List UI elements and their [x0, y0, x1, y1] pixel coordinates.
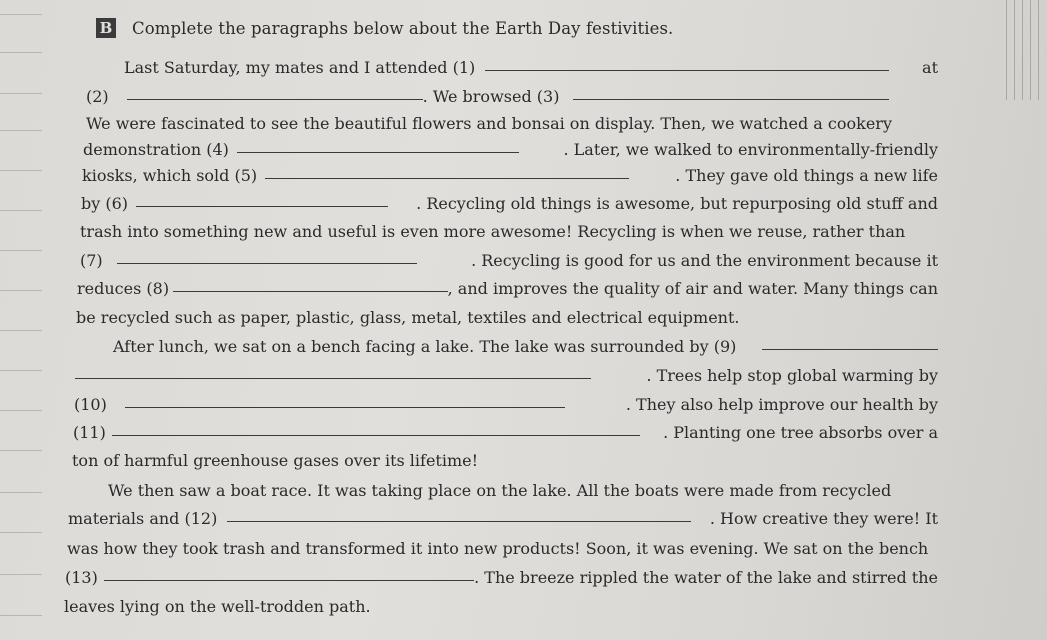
- binding-line: [1030, 0, 1031, 100]
- margin-rule: [0, 532, 42, 533]
- text-line: [72, 451, 938, 470]
- answer-blank-12[interactable]: [227, 520, 691, 522]
- answer-blank-9[interactable]: [762, 348, 938, 350]
- text-segment: reduces (8): [77, 279, 170, 298]
- text-segment: . Planting one tree absorbs over a: [663, 423, 938, 442]
- text-line: [75, 366, 938, 385]
- text-segment: (10): [74, 395, 107, 414]
- text-line: [124, 58, 938, 77]
- text-segment: , and improves the quality of air and water. Many things can: [447, 279, 938, 298]
- margin-rule: [0, 250, 42, 251]
- margin-rule: [0, 93, 42, 94]
- margin-rule: [0, 492, 42, 493]
- text-segment: at: [922, 58, 938, 77]
- margin-rule: [0, 330, 42, 331]
- text-segment: . Recycling old things is awesome, but repurposing old stuff and: [416, 194, 938, 213]
- text-line: [65, 568, 938, 587]
- answer-blank-11[interactable]: [112, 434, 640, 436]
- text-line: [73, 423, 938, 442]
- text-line: [82, 166, 938, 185]
- margin-rule: [0, 574, 42, 575]
- text-segment: (13): [65, 568, 98, 587]
- text-segment: leaves lying on the well-trodden path.: [64, 597, 371, 616]
- answer-blank-10[interactable]: [125, 406, 565, 408]
- text-segment: . We browsed (3): [422, 87, 560, 106]
- answer-blank-6[interactable]: [136, 205, 388, 207]
- text-line: [80, 222, 938, 241]
- text-segment: be recycled such as paper, plastic, glass, metal, textiles and electrical equipment.: [76, 308, 740, 327]
- margin-rule: [0, 410, 42, 411]
- text-segment: . Trees help stop global warming by: [646, 366, 938, 385]
- text-segment: After lunch, we sat on a bench facing a lake. The lake was surrounded by (9): [113, 337, 737, 356]
- text-segment: (7): [80, 251, 103, 270]
- text-segment: . They gave old things a new life: [675, 166, 938, 185]
- text-line: [108, 481, 938, 500]
- text-line: [74, 395, 938, 414]
- text-segment: demonstration (4): [83, 140, 229, 159]
- binding-line: [1038, 0, 1039, 100]
- binding-line: [1006, 0, 1007, 100]
- text-line: [81, 194, 938, 213]
- answer-blank-5[interactable]: [265, 177, 629, 179]
- section-heading: [96, 18, 673, 38]
- answer-blank-13[interactable]: [104, 579, 474, 581]
- answer-blank-3[interactable]: [573, 98, 889, 100]
- margin-rule: [0, 170, 42, 171]
- margin-rule: [0, 290, 42, 291]
- margin-rule: [0, 52, 42, 53]
- text-line: [86, 114, 938, 133]
- text-segment: . The breeze rippled the water of the lake and stirred the: [474, 568, 938, 587]
- answer-blank-8[interactable]: [173, 290, 448, 292]
- text-line: [80, 251, 938, 270]
- text-line: [64, 597, 938, 616]
- text-line: [77, 279, 938, 298]
- answer-blank-2[interactable]: [127, 98, 423, 100]
- text-segment: kiosks, which sold (5): [82, 166, 258, 185]
- text-line: [68, 509, 938, 528]
- margin-rule: [0, 370, 42, 371]
- text-segment: . Recycling is good for us and the environment because it: [471, 251, 938, 270]
- text-line: [76, 308, 938, 327]
- instruction-text: Complete the paragraphs below about the Earth Day festivities.: [132, 18, 674, 38]
- margin-rule: [0, 14, 42, 15]
- answer-blank-4[interactable]: [237, 151, 519, 153]
- text-segment: ton of harmful greenhouse gases over its lifetime!: [72, 451, 479, 470]
- margin-rule: [0, 210, 42, 211]
- binding-line: [1014, 0, 1015, 100]
- text-segment: . How creative they were! It: [709, 509, 938, 528]
- margin-rule: [0, 130, 42, 131]
- text-segment: by (6): [81, 194, 129, 213]
- text-line: [83, 140, 938, 159]
- answer-blank-1[interactable]: [485, 69, 889, 71]
- margin-rule: [0, 615, 42, 616]
- answer-blank-9-continued[interactable]: [75, 377, 591, 379]
- text-segment: We were fascinated to see the beautiful flowers and bonsai on display. Then, we watched a cookery: [86, 114, 892, 133]
- text-segment: trash into something new and useful is even more awesome! Recycling is when we reuse, rather than: [80, 222, 906, 241]
- text-segment: (2): [86, 87, 109, 106]
- margin-rule: [0, 450, 42, 451]
- text-segment: We then saw a boat race. It was taking place on the lake. All the boats were made from recycled: [108, 481, 892, 500]
- text-segment: . Later, we walked to environmentally-friendly: [563, 140, 938, 159]
- text-line: [67, 539, 938, 558]
- text-line: [113, 337, 938, 356]
- answer-blank-7[interactable]: [117, 262, 417, 264]
- binding-line: [1022, 0, 1023, 100]
- text-segment: (11): [73, 423, 106, 442]
- text-segment: materials and (12): [68, 509, 218, 528]
- section-badge: B: [96, 18, 116, 38]
- text-line: [86, 87, 938, 106]
- text-segment: was how they took trash and transformed it into new products! Soon, it was evening. We sat on the bench: [67, 539, 929, 558]
- text-segment: Last Saturday, my mates and I attended (1): [124, 58, 476, 77]
- text-segment: . They also help improve our health by: [625, 395, 938, 414]
